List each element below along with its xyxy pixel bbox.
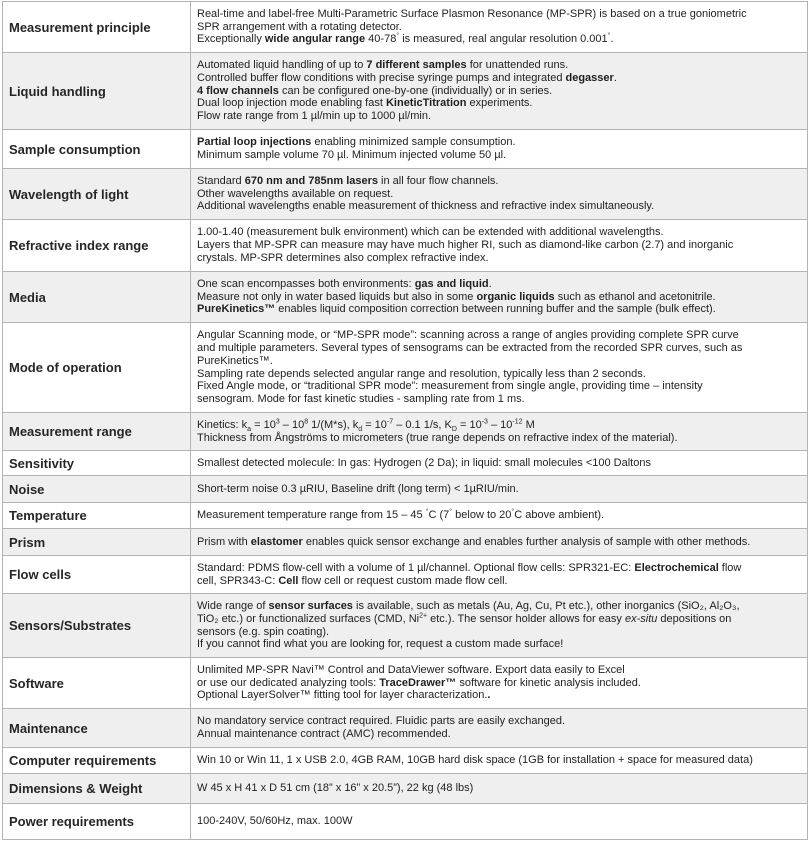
spec-value-line (197, 291, 801, 304)
text-run: ° (607, 32, 611, 40)
text-run: Controlled buffer flow conditions with precise syringe pumps and integrated (197, 71, 566, 84)
text-run: Other wavelengths available on request. (197, 187, 394, 200)
spec-value-line (197, 110, 801, 123)
spec-value-line (197, 536, 801, 549)
spec-value-line (197, 239, 801, 252)
spec-value-line (197, 342, 801, 355)
spec-label: Measurement range (3, 413, 191, 451)
spec-value-line (197, 72, 801, 85)
spec-row (3, 529, 808, 556)
text-run: organic liquids (476, 290, 555, 303)
spec-row (3, 130, 808, 169)
spec-value-line (197, 689, 801, 702)
text-run: D (451, 425, 457, 433)
specifications-table-body (3, 2, 808, 840)
text-run: 1.00-1.40 (measurement bulk environment) which can be extended with additional wavelengths. (197, 226, 664, 239)
spec-value-line (197, 226, 801, 239)
text-run: experiments. (466, 97, 533, 110)
text-run: flow (718, 561, 742, 574)
spec-value-line (197, 278, 801, 291)
text-run: etc.). The sensor holder allows for easy (427, 612, 625, 625)
spec-value (191, 323, 808, 413)
text-run: 7 different samples (366, 59, 467, 72)
text-run: C above ambient). (514, 509, 605, 522)
text-run: Electrochemical (634, 561, 719, 574)
spec-label: Dimensions & Weight (3, 774, 191, 804)
text-run: 8 (304, 418, 309, 426)
text-run: flow cell or request custom made flow cell. (298, 574, 508, 587)
text-run: Optional LayerSolver™ fitting tool for layer characterization. (197, 689, 488, 702)
text-run: for unattended runs. (466, 59, 569, 72)
spec-label: Computer requirements (3, 748, 191, 774)
text-run: wide angular range (264, 33, 366, 46)
spec-value-line (197, 85, 801, 98)
text-run: Kinetics: k (197, 418, 248, 431)
text-run: or use our dedicated analyzing tools: (197, 676, 380, 689)
text-run: Layers that MP-SPR can measure may have much higher RI, such as diamond-like carbon (2.7) and inorganic (197, 239, 734, 252)
spec-value-line (197, 136, 801, 149)
text-run: sensor surfaces (268, 600, 353, 613)
spec-value-line (197, 368, 801, 381)
text-run: Angular Scanning mode, or “MP-SPR mode”: scanning across a range of angles providing complete SPR curve (197, 329, 739, 342)
text-run: ° (449, 508, 453, 516)
text-run: sensors (e.g. spin coating). (197, 625, 330, 638)
spec-row (3, 53, 808, 130)
text-run: in all four flow channels. (378, 174, 499, 187)
spec-value-line (197, 575, 801, 588)
text-run: Standard (197, 174, 245, 187)
spec-value (191, 556, 808, 594)
spec-value-line (197, 715, 801, 728)
spec-value-line (197, 393, 801, 406)
spec-label: Temperature (3, 503, 191, 529)
text-run: Unlimited MP-SPR Navi™ Control and DataViewer software. Export data easily to Excel (197, 663, 625, 676)
text-run: gas and liquid (414, 277, 489, 290)
spec-value-line (197, 613, 801, 626)
spec-value-line (197, 600, 801, 613)
text-run: elastomer (250, 535, 303, 548)
text-run: Additional wavelengths enable measurement of thickness and refractive index simultaneously. (197, 200, 655, 213)
spec-value (191, 53, 808, 130)
spec-label: Flow cells (3, 556, 191, 594)
text-run: Short-term noise 0.3 µRIU, Baseline drift (long term) < 1µRIU/min. (197, 482, 519, 495)
text-run: PureKinetics™ (197, 303, 276, 316)
spec-row (3, 804, 808, 840)
spec-label: Liquid handling (3, 53, 191, 130)
spec-row (3, 476, 808, 503)
text-run: Standard: PDMS flow-cell with a volume of 1 µl/channel. Optional flow cells: SPR321-EC: (197, 561, 635, 574)
text-run: SPR arrangement with a rotating detector. (197, 20, 402, 33)
spec-value-line (197, 380, 801, 393)
spec-value-line (197, 33, 801, 46)
text-run: 670 nm and 785nm lasers (244, 174, 378, 187)
text-run: 1/(M*s), k (308, 418, 359, 431)
spec-row (3, 451, 808, 476)
spec-value-line (197, 175, 801, 188)
spec-row (3, 709, 808, 748)
text-run: Dual loop injection mode enabling fast (197, 97, 386, 110)
text-run: software for kinetic analysis included. (456, 676, 641, 689)
text-run: M (522, 418, 535, 431)
spec-value (191, 594, 808, 658)
spec-label: Refractive index range (3, 220, 191, 272)
spec-value-line (197, 200, 801, 213)
spec-value (191, 774, 808, 804)
text-run: ° (396, 32, 400, 40)
spec-value-line (197, 626, 801, 639)
text-run: PureKinetics™. (197, 354, 273, 367)
spec-value (191, 709, 808, 748)
text-run: -3 (481, 418, 488, 426)
spec-row (3, 413, 808, 451)
spec-row (3, 658, 808, 709)
text-run: depositions on (657, 612, 732, 625)
spec-value (191, 2, 808, 53)
text-run: . (613, 71, 617, 84)
text-run: . (610, 33, 614, 46)
spec-value-line (197, 483, 801, 496)
text-run: d (358, 425, 363, 433)
text-run: Partial loop injections (197, 136, 312, 149)
text-run: Automated liquid handling of up to (197, 59, 367, 72)
text-run: Measurement temperature range from 15 – 45 (197, 509, 426, 522)
spec-row (3, 503, 808, 529)
text-run: sensogram. Mode for fast kinetic studies - sampling rate from 1 ms. (197, 392, 525, 405)
text-run: enabling minimized sample consumption. (311, 136, 516, 149)
text-run: 4 flow channels (197, 84, 279, 97)
spec-value-line (197, 432, 801, 445)
spec-row (3, 323, 808, 413)
spec-value-line (197, 329, 801, 342)
spec-value-line (197, 188, 801, 201)
text-run: cell, SPR343-C: (197, 574, 279, 587)
spec-label: Software (3, 658, 191, 709)
text-run: . (487, 689, 491, 702)
text-run: ex-situ (624, 612, 658, 625)
text-run: Wide range of (197, 600, 269, 613)
text-run: Fixed Angle mode, or “traditional SPR mode”: measurement from single angle, providing time – intensity (197, 380, 703, 393)
text-run: enables liquid composition correction between running buffer and the sample (bulk effect). (275, 303, 716, 316)
text-run: = 10 (251, 418, 276, 431)
spec-value-line (197, 355, 801, 368)
spec-label: Mode of operation (3, 323, 191, 413)
text-run: – 0.1 1/s, K (393, 418, 452, 431)
text-run: ° (425, 508, 429, 516)
spec-value-line (197, 149, 801, 162)
text-run: Smallest detected molecule: In gas: Hydrogen (2 Da); in liquid: small molecules <100 Daltons (197, 456, 651, 469)
spec-row (3, 774, 808, 804)
text-run: -7 (386, 418, 394, 426)
spec-value-line (197, 815, 801, 828)
text-run: enables quick sensor exchange and enables further analysis of sample with other methods. (302, 535, 751, 548)
text-run: TraceDrawer™ (379, 676, 457, 689)
text-run: Thickness from Ångströms to micrometers (true range depends on refractive index of the material). (197, 431, 678, 444)
spec-value-line (197, 677, 801, 690)
spec-row (3, 594, 808, 658)
spec-label: Prism (3, 529, 191, 556)
spec-label: Measurement principle (3, 2, 191, 53)
text-run: Exceptionally (197, 33, 265, 46)
text-run: degasser (565, 71, 614, 84)
spec-value (191, 130, 808, 169)
spec-row (3, 169, 808, 220)
spec-label: Noise (3, 476, 191, 503)
text-run: Annual maintenance contract (AMC) recommended. (197, 728, 451, 740)
spec-value-line (197, 754, 801, 767)
spec-value-line (197, 59, 801, 72)
text-run: can be configured one-by-one (individually) or in series. (278, 84, 553, 97)
text-run: 3 (275, 418, 280, 426)
spec-value-line (197, 664, 801, 677)
spec-label: Sensitivity (3, 451, 191, 476)
spec-label: Media (3, 272, 191, 323)
text-run: One scan encompasses both environments: (197, 277, 415, 290)
spec-value-line (197, 303, 801, 316)
spec-value (191, 748, 808, 774)
text-run: Win 10 or Win 11, 1 x USB 2.0, 4GB RAM, 10GB hard disk space (1GB for installation + space for measured data) (197, 754, 753, 767)
spec-value (191, 503, 808, 529)
spec-label: Sensors/Substrates (3, 594, 191, 658)
spec-label: Sample consumption (3, 130, 191, 169)
text-run: a (247, 425, 252, 433)
text-run: Cell (278, 574, 299, 587)
text-run: 40-78 (365, 33, 397, 46)
spec-value (191, 529, 808, 556)
text-run: below to 20 (452, 509, 512, 522)
spec-value-line (197, 419, 801, 432)
text-run: crystals. MP-SPR determines also complex refractive index. (197, 251, 489, 264)
spec-label: Wavelength of light (3, 169, 191, 220)
text-run: is available, such as metals (Au, Ag, Cu, Pt etc.), other inorganics (SiO₂, Al₂O₃, (352, 600, 740, 613)
spec-label: Power requirements (3, 804, 191, 840)
spec-row (3, 2, 808, 53)
spec-value (191, 413, 808, 451)
spec-value (191, 451, 808, 476)
spec-value-line (197, 252, 801, 265)
text-run: – 10 (487, 418, 513, 431)
spec-value (191, 476, 808, 503)
text-run: KineticTitration (385, 97, 467, 110)
text-run: No mandatory service contract required. Fluidic parts are easily exchanged. (197, 715, 566, 728)
text-run: -12 (512, 418, 523, 426)
spec-value-line (197, 457, 801, 470)
text-run: Prism with (197, 535, 251, 548)
spec-value-line (197, 21, 801, 34)
text-run: = 10 (362, 418, 387, 431)
text-run: 100-240V, 50/60Hz, max. 100W (197, 815, 353, 828)
spec-label: Maintenance (3, 709, 191, 748)
spec-value (191, 804, 808, 840)
spec-value (191, 272, 808, 323)
text-run: Real-time and label-free Multi-Parametric Surface Plasmon Resonance (MP-SPR) is based on a true goniometric (197, 7, 747, 20)
spec-value-line (197, 562, 801, 575)
text-run: Sampling rate depends selected angular range and resolution, typically less than 2 seconds. (197, 367, 646, 380)
spec-row (3, 272, 808, 323)
text-run: 2+ (419, 612, 428, 620)
text-run: ° (511, 508, 515, 516)
text-run: C (7 (428, 509, 450, 522)
text-run: W 45 x H 41 x D 51 cm (18” x 16” x 20.5”), 22 kg (48 lbs) (197, 782, 474, 795)
specifications-table (2, 1, 808, 840)
text-run: TiO₂ etc.) or functionalized surfaces (CMD, Ni (197, 612, 420, 625)
spec-value (191, 220, 808, 272)
spec-value-line (197, 638, 801, 651)
spec-row (3, 220, 808, 272)
text-run: is measured, real angular resolution 0.001 (399, 33, 608, 46)
spec-value (191, 658, 808, 709)
spec-value-line (197, 782, 801, 795)
text-run: Minimum sample volume 70 µl. Minimum injected volume 50 µl. (197, 149, 507, 161)
text-run: . (488, 277, 492, 290)
text-run: such as ethanol and acetonitrile. (554, 290, 716, 303)
text-run: If you cannot find what you are looking for, request a custom made surface! (197, 638, 564, 651)
text-run: Measure not only in water based liquids but also in some (197, 290, 477, 303)
spec-value (191, 169, 808, 220)
spec-row (3, 748, 808, 774)
spec-value-line (197, 728, 801, 741)
spec-value-line (197, 509, 801, 522)
text-run: Flow rate range from 1 µl/min up to 1000 µl/min. (197, 110, 431, 123)
spec-value-line (197, 97, 801, 110)
text-run: and multiple parameters. Several types of sensograms can be extracted from the recorded SPR curves, such as (197, 342, 743, 355)
text-run: = 10 (456, 418, 482, 431)
spec-row (3, 556, 808, 594)
text-run: – 10 (279, 418, 305, 431)
spec-value-line (197, 8, 801, 21)
